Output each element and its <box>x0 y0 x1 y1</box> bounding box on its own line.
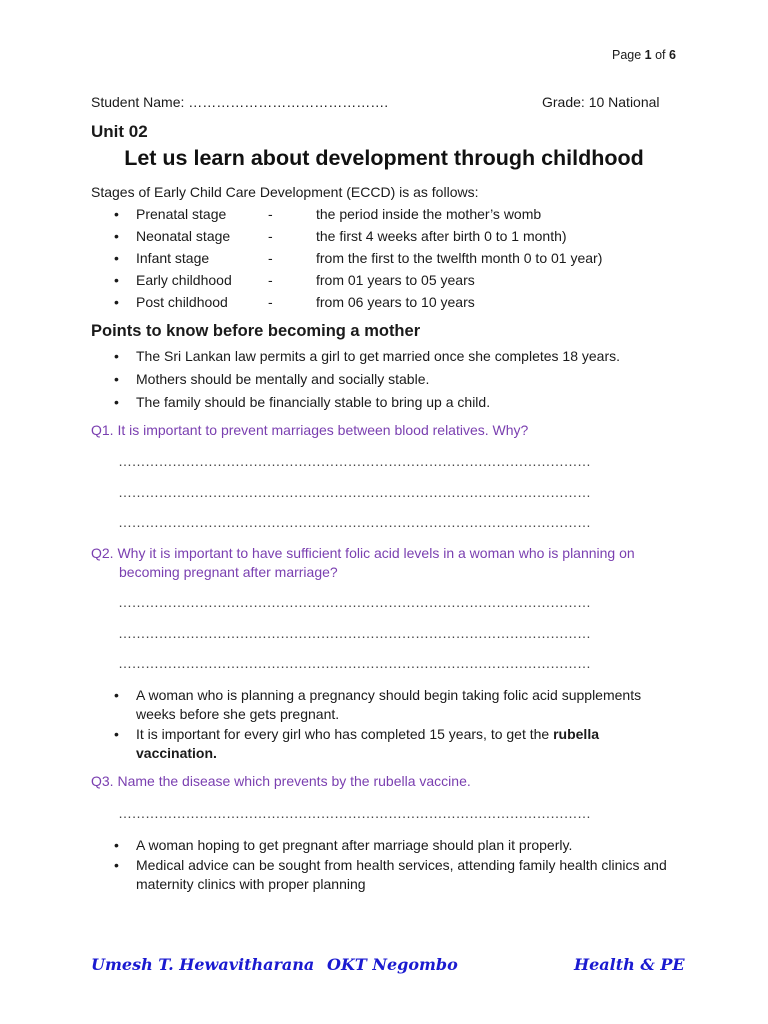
list-item <box>0 856 768 896</box>
stage-dash: - <box>268 250 273 266</box>
point-text: The family should be financially stable to bring up a child. <box>136 394 491 410</box>
stage-row <box>0 206 768 228</box>
point-text-line: Medical advice can be sought from health services, attending family health clinics and <box>136 857 667 873</box>
stage-dash: - <box>268 206 273 222</box>
point-text: Mothers should be mentally and socially stable. <box>136 371 430 387</box>
stage-name: Prenatal stage <box>136 206 227 222</box>
answer-line[interactable]: …………………………………………………………………………………………… <box>118 655 591 671</box>
question-2-continued: becoming pregnant after marriage? <box>119 564 338 580</box>
page-prefix: Page <box>612 48 645 62</box>
stage-name: Early childhood <box>136 272 232 288</box>
point-text: A woman hoping to get pregnant after marriage should plan it properly. <box>136 837 573 853</box>
student-name-field: Student Name: ……………………………………. <box>91 94 389 110</box>
list-item <box>0 725 768 765</box>
stage-name: Neonatal stage <box>136 228 231 244</box>
stage-row <box>0 294 768 316</box>
answer-line[interactable]: …………………………………………………………………………………………… <box>118 594 591 610</box>
point-text-line: maternity clinics with proper planning <box>136 876 366 892</box>
grade-label: Grade: 10 National <box>542 94 660 110</box>
point-text <box>136 856 696 894</box>
answer-line[interactable]: …………………………………………………………………………………………… <box>118 625 591 641</box>
answer-line[interactable]: …………………………………………………………………………………………… <box>118 453 591 469</box>
point-text: The Sri Lankan law permits a girl to get married once she completes 18 years. <box>136 348 621 364</box>
stage-description: from the first to the twelfth month 0 to 01 year) <box>316 250 603 266</box>
point-text-line: It is important for every girl who has completed 15 years, to get the <box>136 726 554 742</box>
bullet-icon: • <box>114 206 119 222</box>
point-text <box>136 686 696 724</box>
list-item <box>0 393 768 413</box>
page-number <box>612 48 676 62</box>
footer-school: OKT Negombo <box>327 955 458 974</box>
page-current: 1 <box>644 48 652 62</box>
vaccination-bold: vaccination. <box>136 745 217 761</box>
stage-dash: - <box>268 272 273 288</box>
stage-dash: - <box>268 294 273 310</box>
footer-author: Umesh T. Hewavitharana <box>91 955 315 974</box>
bullet-icon: • <box>114 837 119 853</box>
rubella-bold: rubella <box>553 726 599 742</box>
page-title: Let us learn about development through childhood <box>124 146 644 170</box>
stage-row <box>0 250 768 272</box>
bullet-icon: • <box>114 394 119 410</box>
stage-row <box>0 272 768 294</box>
bullet-icon: • <box>114 726 119 742</box>
point-text-line: weeks before she gets pregnant. <box>136 706 340 722</box>
stage-row <box>0 228 768 250</box>
bullet-icon: • <box>114 272 119 288</box>
answer-line[interactable]: …………………………………………………………………………………………… <box>118 805 591 821</box>
stage-dash: - <box>268 228 273 244</box>
bullet-icon: • <box>114 294 119 310</box>
bullet-icon: • <box>114 857 119 873</box>
bullet-icon: • <box>114 371 119 387</box>
section-heading: Points to know before becoming a mother <box>91 322 421 340</box>
point-text <box>136 725 696 763</box>
answer-line[interactable]: …………………………………………………………………………………………… <box>118 514 591 530</box>
question-3: Q3. Name the disease which prevents by the rubella vaccine. <box>91 773 471 789</box>
stage-description: the period inside the mother’s womb <box>316 206 542 222</box>
stage-description: the first 4 weeks after birth 0 to 1 month) <box>316 228 567 244</box>
bullet-icon: • <box>114 228 119 244</box>
question-1: Q1. It is important to prevent marriages between blood relatives. Why? <box>91 422 529 438</box>
list-item <box>0 686 768 726</box>
unit-label: Unit 02 <box>91 122 148 141</box>
list-item <box>0 370 768 390</box>
page-total: 6 <box>669 48 676 62</box>
page-sep: of <box>651 48 669 62</box>
bullet-icon: • <box>114 687 119 703</box>
question-2: Q2. Why it is important to have sufficient folic acid levels in a woman who is planning on <box>91 545 635 561</box>
list-item <box>0 347 768 367</box>
point-text-line: A woman who is planning a pregnancy should begin taking folic acid supplements <box>136 687 642 703</box>
bullet-icon: • <box>114 250 119 266</box>
stage-description: from 06 years to 10 years <box>316 294 475 310</box>
stage-name: Post childhood <box>136 294 228 310</box>
answer-line[interactable]: …………………………………………………………………………………………… <box>118 484 591 500</box>
stages-intro: Stages of Early Child Care Development (ECCD) is as follows: <box>91 184 479 200</box>
bullet-icon: • <box>114 348 119 364</box>
list-item <box>0 836 768 856</box>
stage-name: Infant stage <box>136 250 210 266</box>
stage-description: from 01 years to 05 years <box>316 272 475 288</box>
footer-subject: Health & PE <box>574 955 685 974</box>
